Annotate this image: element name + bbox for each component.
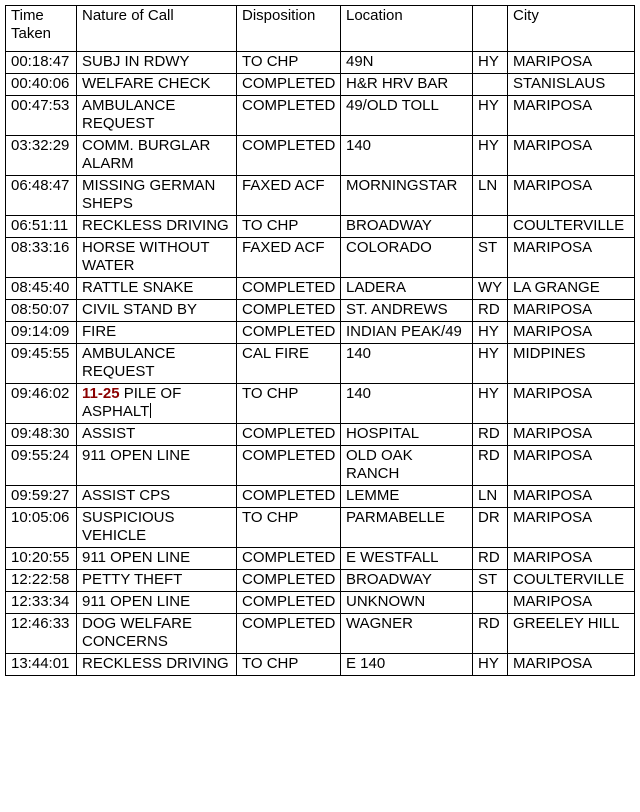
cell-time: 12:46:33 (6, 614, 77, 654)
cell-location: LADERA (341, 278, 473, 300)
cell-disposition: FAXED ACF (237, 238, 341, 278)
cell-suffix: WY (473, 278, 508, 300)
cell-time: 00:18:47 (6, 52, 77, 74)
cell-suffix: RD (473, 614, 508, 654)
cell-city: MARIPOSA (508, 300, 635, 322)
cell-city: MIDPINES (508, 344, 635, 384)
cell-time: 06:48:47 (6, 176, 77, 216)
cell-time: 08:33:16 (6, 238, 77, 278)
cell-disposition: COMPLETED (237, 486, 341, 508)
table-row (6, 52, 635, 74)
cell-location: H&R HRV BAR (341, 74, 473, 96)
cell-time: 09:45:55 (6, 344, 77, 384)
cell-time: 09:14:09 (6, 322, 77, 344)
header-suffix (473, 6, 508, 52)
cell-city: MARIPOSA (508, 96, 635, 136)
cell-disposition: COMPLETED (237, 300, 341, 322)
cell-nature: DOG WELFARE CONCERNS (77, 614, 237, 654)
cell-location: HOSPITAL (341, 424, 473, 446)
cell-suffix: LN (473, 176, 508, 216)
cell-suffix: HY (473, 384, 508, 424)
cell-time: 09:48:30 (6, 424, 77, 446)
cell-nature: RECKLESS DRIVING (77, 654, 237, 676)
table-row (6, 424, 635, 446)
cell-city: COULTERVILLE (508, 216, 635, 238)
table-row (6, 344, 635, 384)
cell-nature (77, 384, 237, 424)
table-row (6, 136, 635, 176)
cell-nature: ASSIST CPS (77, 486, 237, 508)
cell-nature: AMBULANCE REQUEST (77, 344, 237, 384)
cell-disposition: COMPLETED (237, 424, 341, 446)
cell-suffix: HY (473, 654, 508, 676)
cell-nature: AMBULANCE REQUEST (77, 96, 237, 136)
cell-time: 09:55:24 (6, 446, 77, 486)
call-log-table (5, 5, 635, 676)
cell-suffix: RD (473, 300, 508, 322)
header-location: Location (341, 6, 473, 52)
cell-nature: COMM. BURGLAR ALARM (77, 136, 237, 176)
cell-city: MARIPOSA (508, 548, 635, 570)
cell-city: LA GRANGE (508, 278, 635, 300)
table-row (6, 446, 635, 486)
cell-suffix: HY (473, 96, 508, 136)
cell-nature: HORSE WITHOUT WATER (77, 238, 237, 278)
cell-disposition: COMPLETED (237, 548, 341, 570)
table-row (6, 96, 635, 136)
cell-suffix: LN (473, 486, 508, 508)
cell-nature: FIRE (77, 322, 237, 344)
cell-location: E WESTFALL (341, 548, 473, 570)
cell-city: STANISLAUS (508, 74, 635, 96)
cell-nature: 911 OPEN LINE (77, 548, 237, 570)
cell-location: INDIAN PEAK/49 (341, 322, 473, 344)
cell-nature: 911 OPEN LINE (77, 592, 237, 614)
cell-suffix (473, 74, 508, 96)
cell-time: 10:05:06 (6, 508, 77, 548)
cell-city: MARIPOSA (508, 486, 635, 508)
cell-location: PARMABELLE (341, 508, 473, 548)
cell-time: 08:45:40 (6, 278, 77, 300)
cell-city: MARIPOSA (508, 322, 635, 344)
cell-time: 10:20:55 (6, 548, 77, 570)
cell-disposition: TO CHP (237, 654, 341, 676)
cell-time: 09:59:27 (6, 486, 77, 508)
cell-time: 06:51:11 (6, 216, 77, 238)
cell-suffix: RD (473, 548, 508, 570)
table-row (6, 508, 635, 548)
cell-location: LEMME (341, 486, 473, 508)
cell-suffix: HY (473, 322, 508, 344)
table-row (6, 384, 635, 424)
table-row (6, 176, 635, 216)
header-nature: Nature of Call (77, 6, 237, 52)
header-disposition: Disposition (237, 6, 341, 52)
cell-city: MARIPOSA (508, 592, 635, 614)
cell-city: COULTERVILLE (508, 570, 635, 592)
cell-city: MARIPOSA (508, 176, 635, 216)
cell-city: MARIPOSA (508, 424, 635, 446)
cell-suffix: HY (473, 136, 508, 176)
table-row (6, 592, 635, 614)
table-row (6, 216, 635, 238)
cell-disposition: COMPLETED (237, 74, 341, 96)
cell-location: 49/OLD TOLL (341, 96, 473, 136)
cell-location: 140 (341, 136, 473, 176)
cell-location: UNKNOWN (341, 592, 473, 614)
cell-location: 49N (341, 52, 473, 74)
cell-nature: 911 OPEN LINE (77, 446, 237, 486)
cell-disposition: COMPLETED (237, 592, 341, 614)
cell-disposition: COMPLETED (237, 136, 341, 176)
cell-nature: PETTY THEFT (77, 570, 237, 592)
table-row (6, 570, 635, 592)
table-row (6, 322, 635, 344)
table-row (6, 74, 635, 96)
table-row (6, 614, 635, 654)
cell-nature: RECKLESS DRIVING (77, 216, 237, 238)
table-row (6, 238, 635, 278)
cell-suffix: DR (473, 508, 508, 548)
cell-time: 13:44:01 (6, 654, 77, 676)
table-row (6, 654, 635, 676)
cell-location: ST. ANDREWS (341, 300, 473, 322)
cell-city: MARIPOSA (508, 446, 635, 486)
cell-time: 00:40:06 (6, 74, 77, 96)
cell-suffix: ST (473, 570, 508, 592)
cell-disposition: COMPLETED (237, 614, 341, 654)
call-log-body (6, 52, 635, 676)
table-row (6, 486, 635, 508)
cell-location: 140 (341, 344, 473, 384)
cell-nature: MISSING GERMAN SHEPS (77, 176, 237, 216)
cell-city: MARIPOSA (508, 52, 635, 74)
cell-time: 12:22:58 (6, 570, 77, 592)
cell-disposition: COMPLETED (237, 570, 341, 592)
cell-disposition: COMPLETED (237, 446, 341, 486)
cell-location: MORNINGSTAR (341, 176, 473, 216)
cell-suffix: HY (473, 344, 508, 384)
cell-time: 12:33:34 (6, 592, 77, 614)
call-nature-text: PILE OF ASPHALT (82, 385, 182, 420)
cell-city: MARIPOSA (508, 136, 635, 176)
cell-disposition: COMPLETED (237, 322, 341, 344)
text-cursor (150, 403, 151, 418)
cell-location: E 140 (341, 654, 473, 676)
cell-location: OLD OAK RANCH (341, 446, 473, 486)
cell-disposition: FAXED ACF (237, 176, 341, 216)
cell-disposition: TO CHP (237, 384, 341, 424)
header-time: Time Taken (6, 6, 77, 52)
cell-city: MARIPOSA (508, 508, 635, 548)
cell-location: COLORADO (341, 238, 473, 278)
table-row (6, 548, 635, 570)
cell-city: GREELEY HILL (508, 614, 635, 654)
cell-nature: CIVIL STAND BY (77, 300, 237, 322)
cell-disposition: CAL FIRE (237, 344, 341, 384)
cell-location: WAGNER (341, 614, 473, 654)
cell-nature: WELFARE CHECK (77, 74, 237, 96)
cell-location: BROADWAY (341, 570, 473, 592)
table-row (6, 300, 635, 322)
cell-city: MARIPOSA (508, 238, 635, 278)
cell-nature: ASSIST (77, 424, 237, 446)
cell-disposition: TO CHP (237, 508, 341, 548)
cell-suffix: RD (473, 424, 508, 446)
call-code: 11-25 (82, 385, 120, 402)
cell-suffix: RD (473, 446, 508, 486)
cell-nature: SUSPICIOUS VEHICLE (77, 508, 237, 548)
cell-disposition: TO CHP (237, 52, 341, 74)
cell-disposition: TO CHP (237, 216, 341, 238)
cell-nature: SUBJ IN RDWY (77, 52, 237, 74)
cell-suffix: ST (473, 238, 508, 278)
cell-suffix (473, 592, 508, 614)
cell-suffix (473, 216, 508, 238)
cell-location: BROADWAY (341, 216, 473, 238)
cell-city: MARIPOSA (508, 384, 635, 424)
cell-suffix: HY (473, 52, 508, 74)
cell-location: 140 (341, 384, 473, 424)
cell-nature: RATTLE SNAKE (77, 278, 237, 300)
cell-time: 09:46:02 (6, 384, 77, 424)
table-row (6, 278, 635, 300)
header-city: City (508, 6, 635, 52)
header-row (6, 6, 635, 52)
cell-time: 00:47:53 (6, 96, 77, 136)
cell-disposition: COMPLETED (237, 96, 341, 136)
cell-disposition: COMPLETED (237, 278, 341, 300)
cell-time: 03:32:29 (6, 136, 77, 176)
cell-time: 08:50:07 (6, 300, 77, 322)
cell-city: MARIPOSA (508, 654, 635, 676)
